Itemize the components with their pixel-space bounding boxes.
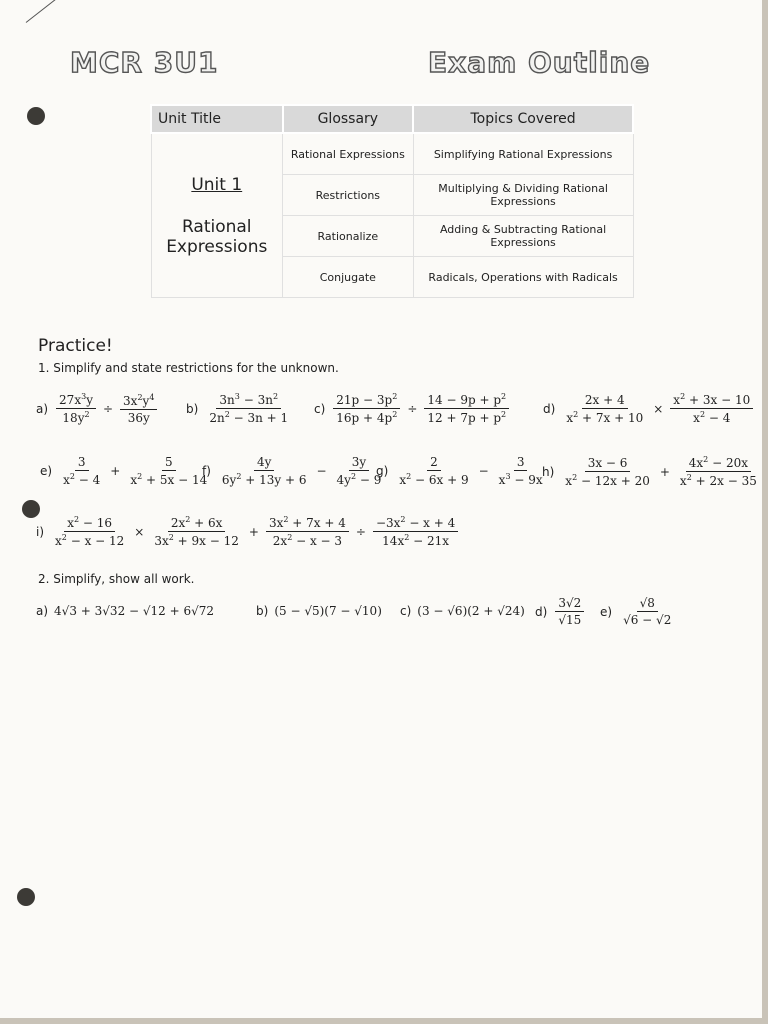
glossary-term: Rationalize [283, 216, 414, 257]
binder-hole-top [27, 107, 45, 125]
unit-cell [151, 133, 283, 298]
question-1g: g) $\frac{2}{x^2 - 6x + 9}$ − $\frac{3}{x^3 - 9x}$ [376, 455, 543, 487]
topic-item: Simplifying Rational Expressions [413, 133, 633, 175]
question-2-instruction: 2. Simplify, show all work. [38, 572, 195, 586]
unit-number: Unit 1 [191, 174, 243, 195]
glossary-term: Conjugate [283, 257, 414, 298]
header-topics: Topics Covered [413, 105, 633, 133]
question-1a: a) $\frac{27x^3y}{18y^2}$ ÷ $\frac{3x^2y^4}{36y}$ [36, 392, 159, 425]
question-1d: d) $\frac{2x + 4}{x^2 + 7x + 10}$ × $\frac{x^2 + 3x - 10}{x^2 - 4}$ [543, 392, 755, 425]
question-2b: b) (5 − √5)(7 − √10) [256, 604, 382, 618]
question-1-instruction: 1. Simplify and state restrictions for the unknown. [38, 361, 339, 375]
question-1i: i) $\frac{x^2 - 16}{x^2 - x - 12}$ × $\frac{2x^2 + 6x}{3x^2 + 9x - 12}$ + $\frac{3x^2 + 7x + 4}{2x^2 - x - 3}$ ÷ $\frac{-3x^2 - x + 4}{14x^2 - 21x}$ [36, 515, 460, 548]
question-2c: c) (3 − √6)(2 + √24) [400, 604, 525, 618]
glossary-term: Rational Expressions [283, 133, 414, 175]
question-2e: e) $\frac{√8}{√6 - √2}$ [600, 596, 672, 627]
question-2a: a) 4√3 + 3√32 − √12 + 6√72 [36, 604, 215, 618]
question-1c: c) $\frac{21p - 3p^2}{16p + 4p^2}$ ÷ $\frac{14 - 9p + p^2}{12 + 7p + p^2}$ [314, 392, 511, 425]
question-1h: h) $\frac{3x - 6}{x^2 - 12x + 20}$ + $\frac{4x^2 - 20x}{x^2 + 2x - 35}$ [542, 455, 757, 488]
question-1f: f) $\frac{4y}{6y^2 + 13y + 6}$ − $\frac{3y}{4y^2 - 9}$ [202, 455, 382, 487]
pen-mark [26, 0, 58, 23]
glossary-term: Restrictions [283, 175, 414, 216]
header-glossary: Glossary [283, 105, 414, 133]
topic-item: Radicals, Operations with Radicals [413, 257, 633, 298]
question-2d: d) $\frac{3√2}{√15}$ [535, 596, 586, 627]
unit-name-line1: Rational [181, 216, 252, 237]
exam-outline-table [150, 104, 634, 298]
header-unit-title: Unit Title [151, 105, 283, 133]
binder-hole-bottom [17, 888, 35, 906]
question-1b: b) $\frac{3n^3 - 3n^2}{2n^2 - 3n + 1}$ [186, 392, 289, 425]
practice-heading: Practice! [38, 336, 113, 356]
topic-item: Adding & Subtracting Rational Expressions [413, 216, 633, 257]
document-title: Exam Outline [428, 46, 651, 79]
question-1e: e) $\frac{3}{x^2 - 4}$ + $\frac{5}{x^2 + 5x - 14}$ [40, 455, 208, 487]
course-code: MCR 3U1 [70, 46, 219, 79]
unit-name-line2: Expressions [166, 236, 268, 257]
topic-item: Multiplying & Dividing Rational Expressions [413, 175, 633, 216]
